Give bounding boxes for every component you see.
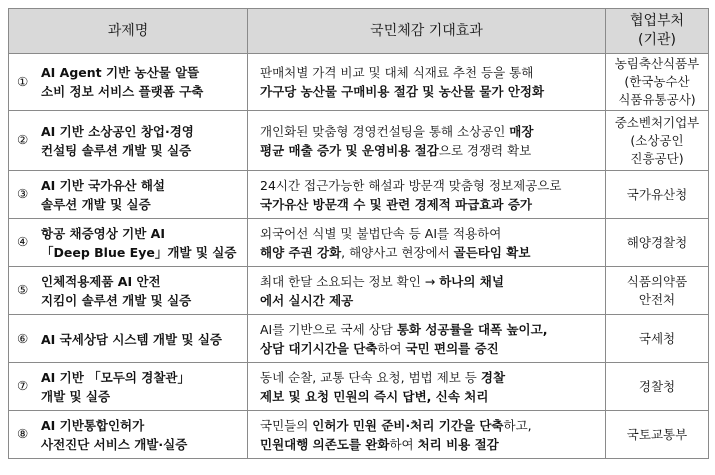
agency-line1: 농림축산식품부 [614,56,700,71]
task-title-cell [9,219,248,267]
row-number: ② [17,132,29,147]
agency-line3: 식품유통공사) [618,92,696,107]
table-row [9,411,709,459]
task-title-line2: 개발 및 실증 [41,388,111,404]
effect-cell [248,171,606,219]
table-row [9,363,709,411]
effect-line1-plain-a: 국민들의 [260,417,313,433]
task-title-line2: 사전진단 서비스 개발·실증 [41,436,188,452]
effect-line2-bold: 제보 및 요청 민원의 즉시 답변, 신속 처리 [260,388,489,404]
effect-line2-bold-a: 민원대행 의존도를 완화 [260,436,390,452]
effect-line1-plain: 최대 한달 소요되는 정보 확인 → [260,273,440,289]
table-row [9,219,709,267]
agency-line1: 국토교통부 [626,426,688,442]
effect-line2-bold: 평균 매출 증가 및 운영비용 절감 [260,142,439,158]
effect-line1-plain: 개인화된 맞춤형 경영컨설팅을 통해 소상공인 [260,123,510,139]
task-title-cell [9,315,248,363]
row-number: ③ [17,186,29,201]
agency-line1: 해양경찰청 [626,234,688,250]
table-row [9,315,709,363]
header-row [9,9,709,54]
agency-cell [606,171,709,219]
effect-line2-bold-b: 처리 비용 절감 [417,436,499,452]
effect-line2-bold-b: 국민 편의를 증진 [405,340,499,356]
task-title-cell [9,267,248,315]
effect-line1-bold: 경찰 [480,369,506,385]
header-agency-line1: 협업부처 [629,13,685,29]
agency-line2: (한국농수산 [624,74,690,89]
effect-line1-bold: 인허가 민원 준비·처리 기간을 단축 [312,417,504,433]
task-title-cell [9,171,248,219]
task-title-line2: 컨설팅 솔루션 개발 및 실증 [41,142,192,158]
agency-cell [606,411,709,459]
effect-cell [248,267,606,315]
agency-cell [606,219,709,267]
effect-line2-plain: 하여 [389,436,418,452]
tasks-table [8,8,709,459]
task-title-cell [9,411,248,459]
task-title-line2: 소비 정보 서비스 플랫폼 구축 [41,84,204,99]
task-title-line1: AI 기반 국가유산 해설 [41,177,165,193]
task-title-cell [9,363,248,411]
row-number: ⑧ [17,426,29,441]
agency-line3: 진흥공단) [630,150,684,166]
effect-line2-bold-a: 상담 대기시간을 단축 [260,340,378,356]
task-title-cell [9,54,248,111]
table-row [9,267,709,315]
effect-line1-bold: 하나의 채널 [439,273,504,289]
task-title-line1: AI 기반통합인허가 [41,417,145,433]
table-row [9,54,709,111]
agency-cell [606,315,709,363]
task-title-line2: 「Deep Blue Eye」개발 및 실증 [41,244,237,260]
agency-cell [606,54,709,111]
task-title-line1: AI 기반 소상공인 창업·경영 [41,123,194,139]
task-title-line1: AI 국세상담 시스템 개발 및 실증 [41,331,222,347]
row-number: ⑤ [17,282,29,297]
effect-cell [248,111,606,171]
effect-cell [248,315,606,363]
effect-line2-plain: 하여 [377,340,406,356]
effect-line1-plain-b: 하고, [503,417,532,433]
effect-line1-bold: 통화 성공률을 대폭 높이고, [396,321,548,337]
row-number: ⑦ [17,378,29,393]
task-title-line1: 인체적용제품 AI 안전 [41,273,161,289]
agency-line1: 식품의약품 [626,273,688,289]
task-title-line2: 지킴이 솔루션 개발 및 실증 [41,292,192,308]
effect-cell [248,411,606,459]
table-row [9,171,709,219]
task-title-line1: 항공 채증영상 기반 AI [41,225,165,241]
row-number: ① [17,73,29,89]
agency-cell [606,111,709,171]
effect-line1: 판매처별 가격 비교 및 대체 식재료 추천 등을 통해 [260,65,534,80]
agency-line2: (소상공인 [630,132,684,148]
effect-line2-bold: 에서 실시간 제공 [260,292,354,308]
effect-cell [248,54,606,111]
effect-line2-bold-a: 해양 주권 강화 [260,244,342,260]
effect-line2-bold: 국가유산 방문객 수 및 관련 경제적 파급효과 증가 [260,196,532,212]
agency-line1: 중소벤처기업부 [614,114,700,130]
agency-line1: 경찰청 [638,378,676,394]
task-title-cell [9,111,248,171]
agency-line1: 국가유산청 [626,186,688,202]
effect-line2-bold-b: 골든타임 확보 [453,244,531,260]
effect-line1: 24시간 접근가능한 해설과 방문객 맞춤형 정보제공으로 [260,177,562,193]
header-agency [606,9,709,54]
effect-line2-plain: , 해양사고 현장에서 [341,244,454,260]
header-agency-line2: (기관) [638,32,676,48]
task-title-line1: AI Agent 기반 농산물 알뜰 [41,65,200,80]
header-title: 과제명 [9,9,248,54]
effect-cell [248,363,606,411]
effect-line1-bold: 매장 [509,123,534,139]
effect-line2-bold: 가구당 농산물 구매비용 절감 및 농산물 물가 안정화 [260,84,545,99]
effect-line1: 외국어선 식별 및 불법단속 등 AI를 적용하여 [260,225,502,241]
agency-line2: 안전처 [638,291,676,307]
agency-line1: 국세청 [638,330,676,346]
task-title-line1: AI 기반 「모두의 경찰관」 [41,369,190,385]
row-number: ④ [17,234,29,249]
header-effect: 국민체감 기대효과 [248,9,606,54]
row-number: ⑥ [17,330,29,346]
task-title-line2: 솔루션 개발 및 실증 [41,196,151,212]
effect-line1-plain: 동네 순찰, 교통 단속 요청, 범법 제보 등 [260,369,481,385]
agency-cell [606,363,709,411]
effect-line2-plain: 으로 경쟁력 확보 [438,142,532,158]
table-row [9,111,709,171]
agency-cell [606,267,709,315]
effect-line1-plain: AI를 기반으로 국세 상담 [260,321,397,337]
effect-cell [248,219,606,267]
